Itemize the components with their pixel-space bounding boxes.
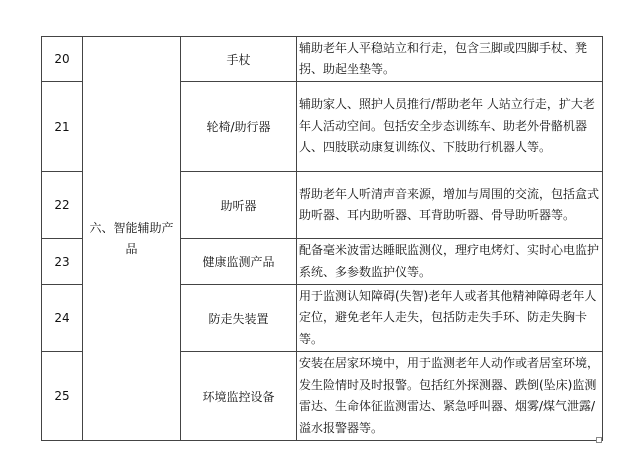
product-description: 用于监测认知障碍(失智)老年人或者其他精神障碍老年人定位，避免老年人走失，包括防走失手环、防走失胸卡等。 (297, 285, 603, 352)
product-name: 健康监测产品 (181, 239, 297, 285)
product-table (41, 36, 603, 441)
product-name: 环境监控设备 (181, 352, 297, 441)
table-row (42, 37, 603, 82)
product-name: 手杖 (181, 37, 297, 82)
category-cell (83, 37, 181, 441)
row-number: 25 (42, 352, 83, 441)
row-number: 20 (42, 37, 83, 82)
table-resize-handle[interactable] (596, 437, 602, 443)
row-number: 24 (42, 285, 83, 352)
row-number: 23 (42, 239, 83, 285)
product-name: 轮椅/助行器 (181, 82, 297, 172)
product-description: 安装在居家环境中，用于监测老年人动作或者居室环境，发生险情时及时报警。包括红外探测器、跌倒(坠床)监测雷达、生命体征监测雷达、紧急呼叫器、烟雾/煤气泄露/溢水报警器等。 (297, 352, 603, 441)
product-description: 配备毫米波雷达睡眠监测仪，理疗电烤灯、实时心电监护系统、多参数监护仪等。 (297, 239, 603, 285)
category-label: 六、智能辅助产品 (89, 220, 174, 256)
row-number: 21 (42, 82, 83, 172)
row-number: 22 (42, 172, 83, 239)
product-description: 帮助老年人听清声音来源，增加与周围的交流，包括盒式助听器、耳内助听器、耳背助听器、骨导助听器等。 (297, 172, 603, 239)
product-description: 辅助家人、照护人员推行/帮助老年 人站立行走，扩大老年人活动空间。包括安全步态训练车、助老外骨骼机器人、四肢联动康复训练仪、下肢助行机器人等。 (297, 82, 603, 172)
product-name: 助听器 (181, 172, 297, 239)
product-name: 防走失装置 (181, 285, 297, 352)
product-description: 辅助老年人平稳站立和行走，包含三脚或四脚手杖、凳拐、助起坐垫等。 (297, 37, 603, 82)
